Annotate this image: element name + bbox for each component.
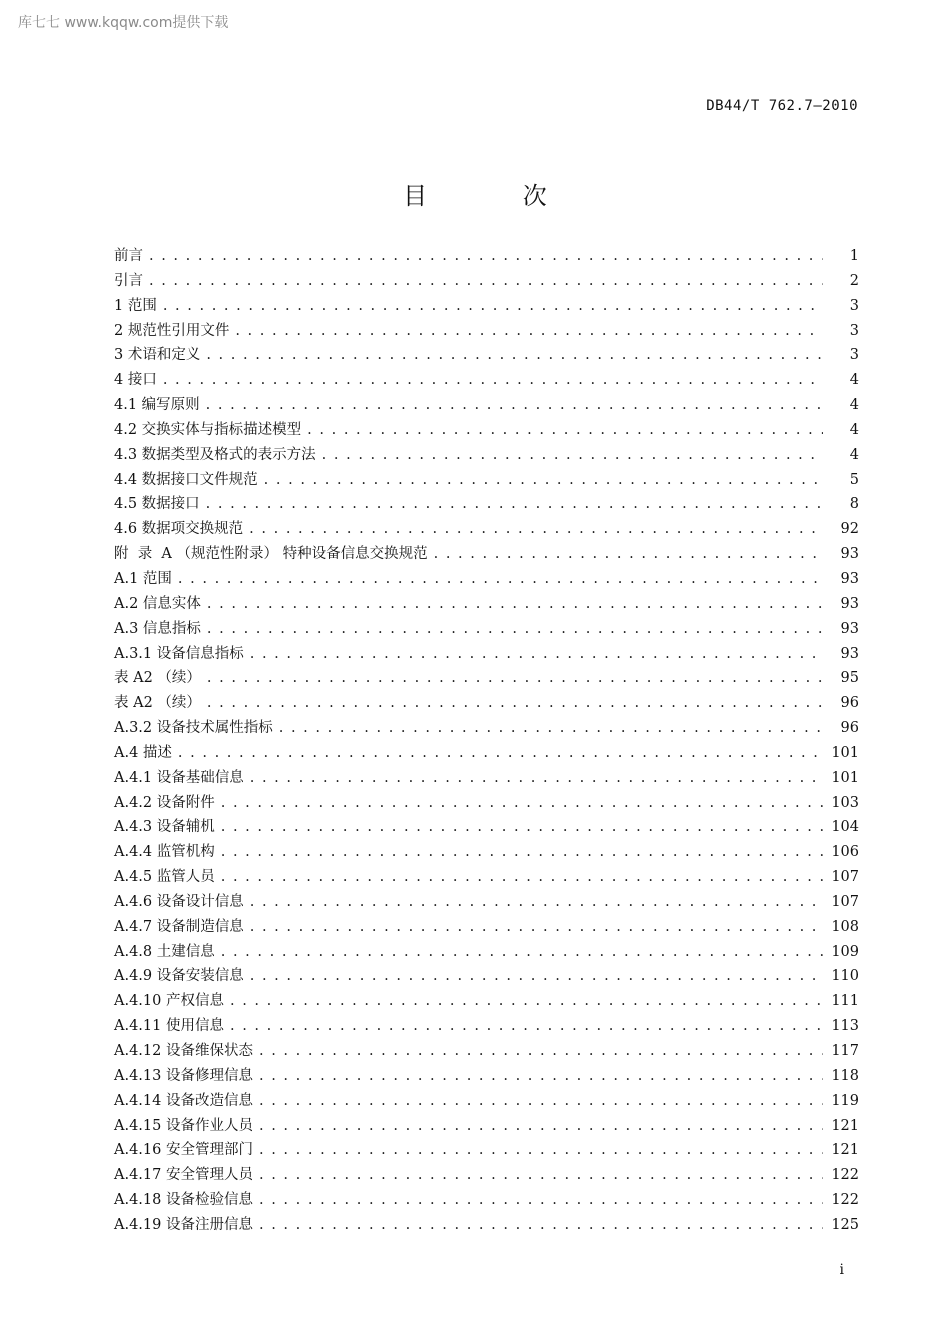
toc-entry-label: A.4.4 监管机构 (114, 844, 215, 861)
toc-entry-page: 125 (831, 1216, 859, 1233)
toc-entry[interactable] (114, 420, 859, 445)
toc-entry-page: 121 (831, 1142, 859, 1159)
toc-entry-page: 95 (840, 670, 859, 687)
toc-leader-dots (307, 420, 823, 440)
toc-entry[interactable] (114, 1215, 859, 1240)
toc-leader-dots (230, 1016, 823, 1036)
toc-entry-page: 122 (831, 1192, 859, 1209)
watermark-text: 库七七 www.kqqw.com提供下载 (18, 15, 229, 31)
toc-leader-dots (221, 942, 823, 962)
toc-leader-dots (207, 619, 823, 639)
toc-leader-dots (207, 693, 823, 713)
toc-leader-dots (221, 817, 823, 837)
toc-entry-page: 104 (831, 819, 859, 836)
toc-entry-label: A.4 描述 (114, 744, 172, 761)
toc-entry[interactable] (114, 1016, 859, 1041)
toc-entry-label: A.4.19 设备注册信息 (114, 1216, 253, 1233)
toc-entry[interactable] (114, 370, 859, 395)
page-number: i (839, 1262, 844, 1278)
toc-entry-label: A.4.14 设备改造信息 (114, 1092, 253, 1109)
toc-entry-page: 93 (840, 595, 859, 612)
toc-entry-page: 8 (849, 496, 859, 513)
toc-entry-page: 101 (831, 744, 859, 761)
toc-leader-dots (250, 966, 823, 986)
toc-entry-label: A.4.18 设备检验信息 (114, 1192, 253, 1209)
toc-leader-dots (259, 1215, 823, 1235)
toc-entry-page: 93 (840, 546, 859, 563)
toc-leader-dots (279, 718, 823, 738)
toc-entry-page: 107 (831, 869, 859, 886)
toc-leader-dots (250, 892, 823, 912)
toc-entry-label: A.4.17 安全管理人员 (114, 1167, 253, 1184)
toc-leader-dots (206, 345, 823, 365)
toc-leader-dots (250, 644, 823, 664)
toc-entry[interactable] (114, 817, 859, 842)
toc-entry[interactable] (114, 718, 859, 743)
toc-leader-dots (163, 370, 823, 390)
toc-leader-dots (149, 271, 823, 291)
toc-entry-page: 110 (831, 968, 859, 985)
toc-leader-dots (259, 1066, 823, 1086)
toc-leader-dots (250, 768, 823, 788)
toc-entry-page: 96 (840, 720, 859, 737)
toc-entry-label: A.3 信息指标 (114, 620, 201, 637)
toc-entry-label: 附 录 A （规范性附录） 特种设备信息交换规范 (114, 546, 428, 563)
toc-entry[interactable] (114, 1066, 859, 1091)
toc-entry-page: 113 (831, 1018, 859, 1035)
toc-entry-label: A.4.6 设备设计信息 (114, 893, 244, 910)
toc-entry-page: 3 (849, 347, 859, 364)
toc-entry-label: 表 A2 （续） (114, 670, 201, 687)
table-of-contents (114, 246, 859, 1240)
toc-leader-dots (235, 321, 823, 341)
toc-entry-page: 93 (840, 570, 859, 587)
toc-entry-label: 4.5 数据接口 (114, 496, 200, 513)
toc-entry-label: 4 接口 (114, 372, 157, 389)
toc-leader-dots (250, 917, 823, 937)
toc-entry-label: A.4.9 设备安装信息 (114, 968, 244, 985)
toc-entry-label: A.4.13 设备修理信息 (114, 1067, 253, 1084)
toc-entry[interactable] (114, 494, 859, 519)
toc-entry-label: 4.2 交换实体与指标描述模型 (114, 421, 302, 438)
toc-entry[interactable] (114, 569, 859, 594)
toc-entry[interactable] (114, 1140, 859, 1165)
toc-entry-page: 121 (831, 1117, 859, 1134)
toc-entry-page: 108 (831, 918, 859, 935)
toc-entry[interactable] (114, 793, 859, 818)
toc-entry-label: A.2 信息实体 (114, 595, 201, 612)
toc-entry-page: 3 (849, 322, 859, 339)
toc-entry-page: 103 (831, 794, 859, 811)
toc-leader-dots (259, 1140, 823, 1160)
toc-entry-page: 2 (849, 272, 859, 289)
toc-entry-label: 2 规范性引用文件 (114, 322, 230, 339)
toc-entry[interactable] (114, 743, 859, 768)
toc-entry[interactable] (114, 917, 859, 942)
toc-leader-dots (249, 519, 823, 539)
toc-entry[interactable] (114, 1091, 859, 1116)
toc-entry-label: A.3.1 设备信息指标 (114, 645, 244, 662)
toc-entry[interactable] (114, 1165, 859, 1190)
toc-leader-dots (322, 445, 823, 465)
toc-leader-dots (178, 743, 823, 763)
toc-entry-page: 5 (849, 471, 859, 488)
toc-entry[interactable] (114, 668, 859, 693)
toc-entry[interactable] (114, 842, 859, 867)
toc-entry-page: 106 (831, 844, 859, 861)
document-code: DB44/T 762.7—2010 (706, 98, 858, 114)
toc-entry-page: 101 (831, 769, 859, 786)
toc-entry[interactable] (114, 1190, 859, 1215)
toc-leader-dots (259, 1091, 823, 1111)
toc-entry[interactable] (114, 345, 859, 370)
toc-leader-dots (221, 793, 823, 813)
toc-entry-label: A.4.15 设备作业人员 (114, 1117, 253, 1134)
toc-entry[interactable] (114, 1041, 859, 1066)
toc-entry-page: 4 (849, 421, 859, 438)
toc-entry-page: 119 (831, 1092, 859, 1109)
toc-entry[interactable] (114, 445, 859, 470)
toc-entry-page: 1 (849, 248, 859, 264)
toc-entry-label: A.4.7 设备制造信息 (114, 918, 244, 935)
toc-leader-dots (259, 1165, 823, 1185)
toc-entry-label: A.4.16 安全管理部门 (114, 1142, 253, 1159)
page-title: 目 次 (403, 182, 591, 210)
toc-entry-page: 107 (831, 893, 859, 910)
toc-entry-page: 4 (849, 372, 859, 389)
toc-entry-page: 109 (831, 943, 859, 960)
toc-entry-label: A.4.12 设备维保状态 (114, 1043, 253, 1059)
toc-entry-page: 93 (840, 620, 859, 637)
toc-entry-label: 4.1 编写原则 (114, 397, 200, 414)
toc-entry-label: 4.6 数据项交换规范 (114, 521, 244, 538)
toc-entry-page: 3 (849, 297, 859, 314)
toc-leader-dots (221, 842, 823, 862)
toc-leader-dots (206, 395, 823, 415)
toc-entry-label: A.4.10 产权信息 (114, 993, 224, 1010)
toc-entry[interactable] (114, 271, 859, 296)
toc-entry-page: 111 (831, 993, 859, 1010)
toc-entry[interactable] (114, 942, 859, 967)
toc-leader-dots (221, 867, 823, 887)
toc-entry-label: 1 范围 (114, 297, 157, 314)
toc-entry-label: A.4.8 土建信息 (114, 943, 215, 960)
toc-entry-label: A.3.2 设备技术属性指标 (114, 720, 273, 737)
toc-entry-label: 4.3 数据类型及格式的表示方法 (114, 446, 316, 463)
toc-entry-label: A.4.5 监管人员 (114, 869, 215, 886)
toc-entry-label: 4.4 数据接口文件规范 (114, 471, 258, 488)
toc-entry[interactable] (114, 544, 859, 569)
toc-leader-dots (178, 569, 823, 589)
toc-leader-dots (264, 470, 823, 490)
toc-entry-page: 4 (849, 397, 859, 414)
toc-entry[interactable] (114, 594, 859, 619)
toc-entry[interactable] (114, 991, 859, 1016)
toc-leader-dots (206, 494, 823, 514)
toc-entry-label: A.4.1 设备基础信息 (114, 769, 244, 786)
toc-leader-dots (259, 1041, 823, 1061)
toc-leader-dots (434, 544, 823, 564)
toc-entry-page: 93 (840, 645, 859, 662)
toc-entry[interactable] (114, 1116, 859, 1141)
toc-entry-page: 4 (849, 446, 859, 463)
toc-entry[interactable] (114, 867, 859, 892)
toc-entry-label: 前言 (114, 248, 143, 264)
toc-entry[interactable] (114, 470, 859, 495)
toc-entry[interactable] (114, 246, 859, 271)
toc-entry[interactable] (114, 966, 859, 991)
toc-entry[interactable] (114, 395, 859, 420)
toc-leader-dots (259, 1116, 823, 1136)
toc-entry-page: 92 (840, 521, 859, 538)
toc-leader-dots (207, 594, 823, 614)
toc-entry[interactable] (114, 321, 859, 346)
toc-entry-label: 表 A2 （续） (114, 695, 201, 712)
toc-entry[interactable] (114, 693, 859, 718)
toc-entry-page: 118 (831, 1067, 859, 1084)
toc-entry[interactable] (114, 519, 859, 544)
toc-entry-page: 122 (831, 1167, 859, 1184)
toc-entry-page: 96 (840, 695, 859, 712)
toc-entry-label: 3 术语和定义 (114, 347, 201, 364)
toc-leader-dots (163, 296, 823, 316)
toc-leader-dots (230, 991, 823, 1011)
toc-entry[interactable] (114, 644, 859, 669)
toc-leader-dots (207, 668, 823, 688)
toc-leader-dots (149, 246, 823, 266)
toc-entry-page: 117 (831, 1043, 859, 1059)
toc-entry[interactable] (114, 619, 859, 644)
toc-entry[interactable] (114, 296, 859, 321)
toc-entry[interactable] (114, 892, 859, 917)
toc-entry-label: A.4.3 设备辅机 (114, 819, 215, 836)
toc-entry-label: A.4.11 使用信息 (114, 1018, 224, 1035)
toc-entry-label: A.4.2 设备附件 (114, 794, 215, 811)
toc-entry[interactable] (114, 768, 859, 793)
toc-entry-label: 引言 (114, 272, 143, 289)
toc-entry-label: A.1 范围 (114, 570, 172, 587)
toc-leader-dots (259, 1190, 823, 1210)
